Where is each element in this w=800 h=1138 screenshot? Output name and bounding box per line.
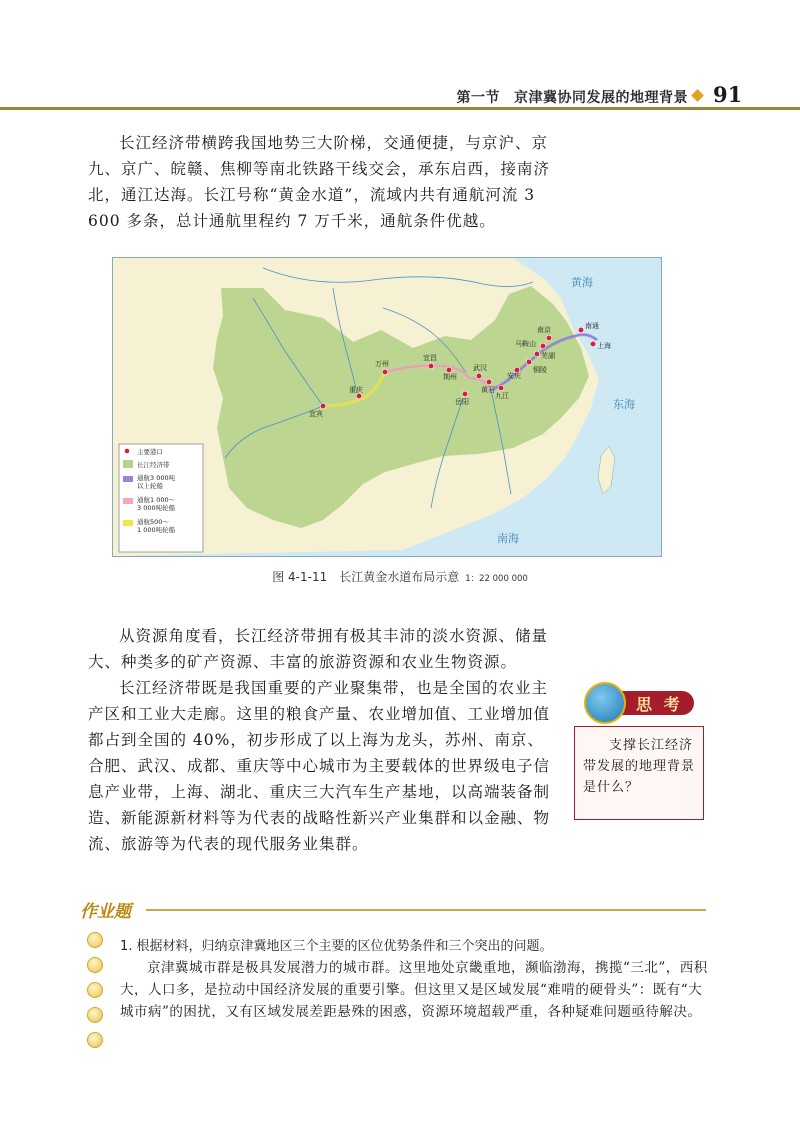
caption-label: 图 4-1-11 长江黄金水道布局示意	[272, 570, 460, 584]
city-label-nanjing: 南京	[537, 326, 551, 334]
legend-nav-3000-a: 通航3 000吨	[137, 474, 176, 482]
city-label-jiujiang: 九江	[495, 392, 509, 400]
map-legend	[119, 444, 203, 552]
city-label-yueyang: 岳阳	[455, 398, 469, 406]
caption-scale: 1：22 000 000	[465, 574, 528, 584]
port-nanjing	[546, 335, 552, 341]
port-wuhu	[534, 351, 540, 357]
homework-title: 作业题	[80, 902, 131, 922]
port-chongqing	[356, 393, 362, 399]
taiwan-island	[598, 446, 615, 494]
city-label-shanghai: 上海	[597, 342, 611, 350]
city-label-yibin: 宜宾	[309, 410, 323, 418]
port-shanghai	[590, 341, 596, 347]
think-header	[584, 682, 700, 724]
city-label-wanzhou: 万州	[375, 360, 389, 368]
think-box	[574, 726, 704, 820]
port-wuhan	[476, 373, 482, 379]
city-label-wuhan: 武汉	[473, 364, 487, 372]
header-title-text: 京津冀协同发展的地理背景	[514, 90, 688, 106]
port-tongling	[526, 359, 532, 365]
legend-nav-1000-b: 3 000吨轮船	[137, 504, 176, 512]
port-jingzhou	[446, 367, 452, 373]
bullet-dot-icon	[87, 1007, 103, 1023]
city-label-anqing: 安庆	[507, 372, 521, 380]
think-title: 思 考	[636, 695, 683, 714]
homework-rule	[146, 909, 706, 911]
city-label-maanshan: 马鞍山	[515, 340, 536, 348]
port-huangshi	[486, 379, 492, 385]
think-question: 支撑长江经济带发展的地理背景是什么？	[583, 738, 696, 795]
map-svg	[113, 258, 661, 556]
legend-belt: 长江经济带	[137, 461, 170, 469]
port-wanzhou	[382, 369, 388, 375]
homework-passage: 京津冀城市群是极具发展潜力的城市群。这里地处京畿重地，濒临渤海，携揽“三北”，西积大，人口多，是拉动中国经济发展的重要引擎。但这里又是区域发展“难啃的硬骨头”：既有“大城市病”的困扰，又有区域发展差距悬殊的困惑，资源环境超载严重，各种疑难问题亟待解决。	[120, 960, 708, 1020]
body-paragraph-2: 从资源角度看，长江经济带拥有极其丰沛的淡水资源、储量大、种类多的矿产资源、丰富的旅游资源和农业生物资源。	[88, 627, 549, 671]
sea-label-south: 南海	[497, 532, 519, 545]
bullet-dot-icon	[87, 982, 103, 998]
legend-nav-500-b: 1 000吨轮船	[137, 526, 176, 534]
city-label-chongqing: 重庆	[349, 386, 363, 394]
header-section: 第一节	[456, 90, 500, 106]
city-label-tongling: 铜陵	[533, 366, 547, 374]
port-yueyang	[462, 391, 468, 397]
city-label-huangshi: 黄石	[481, 386, 495, 394]
page-number: 91	[713, 82, 743, 107]
sea-label-east: 东海	[613, 398, 635, 411]
legend-nav-3000-b: 以上轮船	[137, 482, 163, 490]
homework-question: 1. 根据材料，归纳京津冀地区三个主要的区位优势条件和三个突出的问题。	[120, 939, 553, 954]
head-gear-icon	[584, 682, 626, 724]
legend-nav-1000-a: 通航1 000～	[137, 496, 176, 504]
diamond-icon	[691, 89, 704, 102]
port-maanshan	[540, 343, 546, 349]
port-nantong	[578, 327, 584, 333]
port-jiujiang	[498, 385, 504, 391]
legend-nav-500-a: 通航500～	[137, 518, 169, 526]
city-label-yichang: 宜昌	[423, 354, 437, 362]
bullet-dot-icon	[87, 1032, 103, 1048]
port-yibin	[320, 403, 326, 409]
body-paragraph-3: 长江经济带既是我国重要的产业聚集带，也是全国的农业主产区和工业大走廊。这里的粮食产量、农业增加值、工业增加值都占到全国的 40%，初步形成了以上海为龙头，苏州、南京、合肥、武汉、成都、重庆等中心城市为主要载体的世界级电子信息产业带，上海、湖北、重庆三大汽车生产基地，以高端装备制造、新能源新材料等为代表的战略性新兴产业集群和以金融、物流、旅游等为代表的现代服务业集群。	[88, 679, 551, 853]
sea-label-yellow: 黄海	[571, 276, 593, 289]
figure-caption	[0, 568, 800, 585]
city-label-jingzhou: 荆州	[443, 373, 457, 381]
running-header	[457, 87, 689, 107]
bullet-dot-icon	[87, 957, 103, 973]
legend-port: 主要港口	[137, 448, 163, 456]
city-label-nantong: 南通	[585, 322, 599, 330]
yangtze-waterway-map	[112, 257, 662, 557]
port-yichang	[428, 363, 434, 369]
header-rule	[0, 107, 800, 110]
bullet-dot-icon	[87, 932, 103, 948]
body-paragraph-1: 长江经济带横跨我国地势三大阶梯，交通便捷，与京沪、京九、京广、皖赣、焦柳等南北铁路干线交会，承东启西，接南济北，通江达海。长江号称“黄金水道”，流域内共有通航河流 3 600 多条，总计通航里程约 7 万千米，通航条件优越。	[88, 134, 551, 230]
city-label-wuhu: 芜湖	[541, 352, 555, 360]
